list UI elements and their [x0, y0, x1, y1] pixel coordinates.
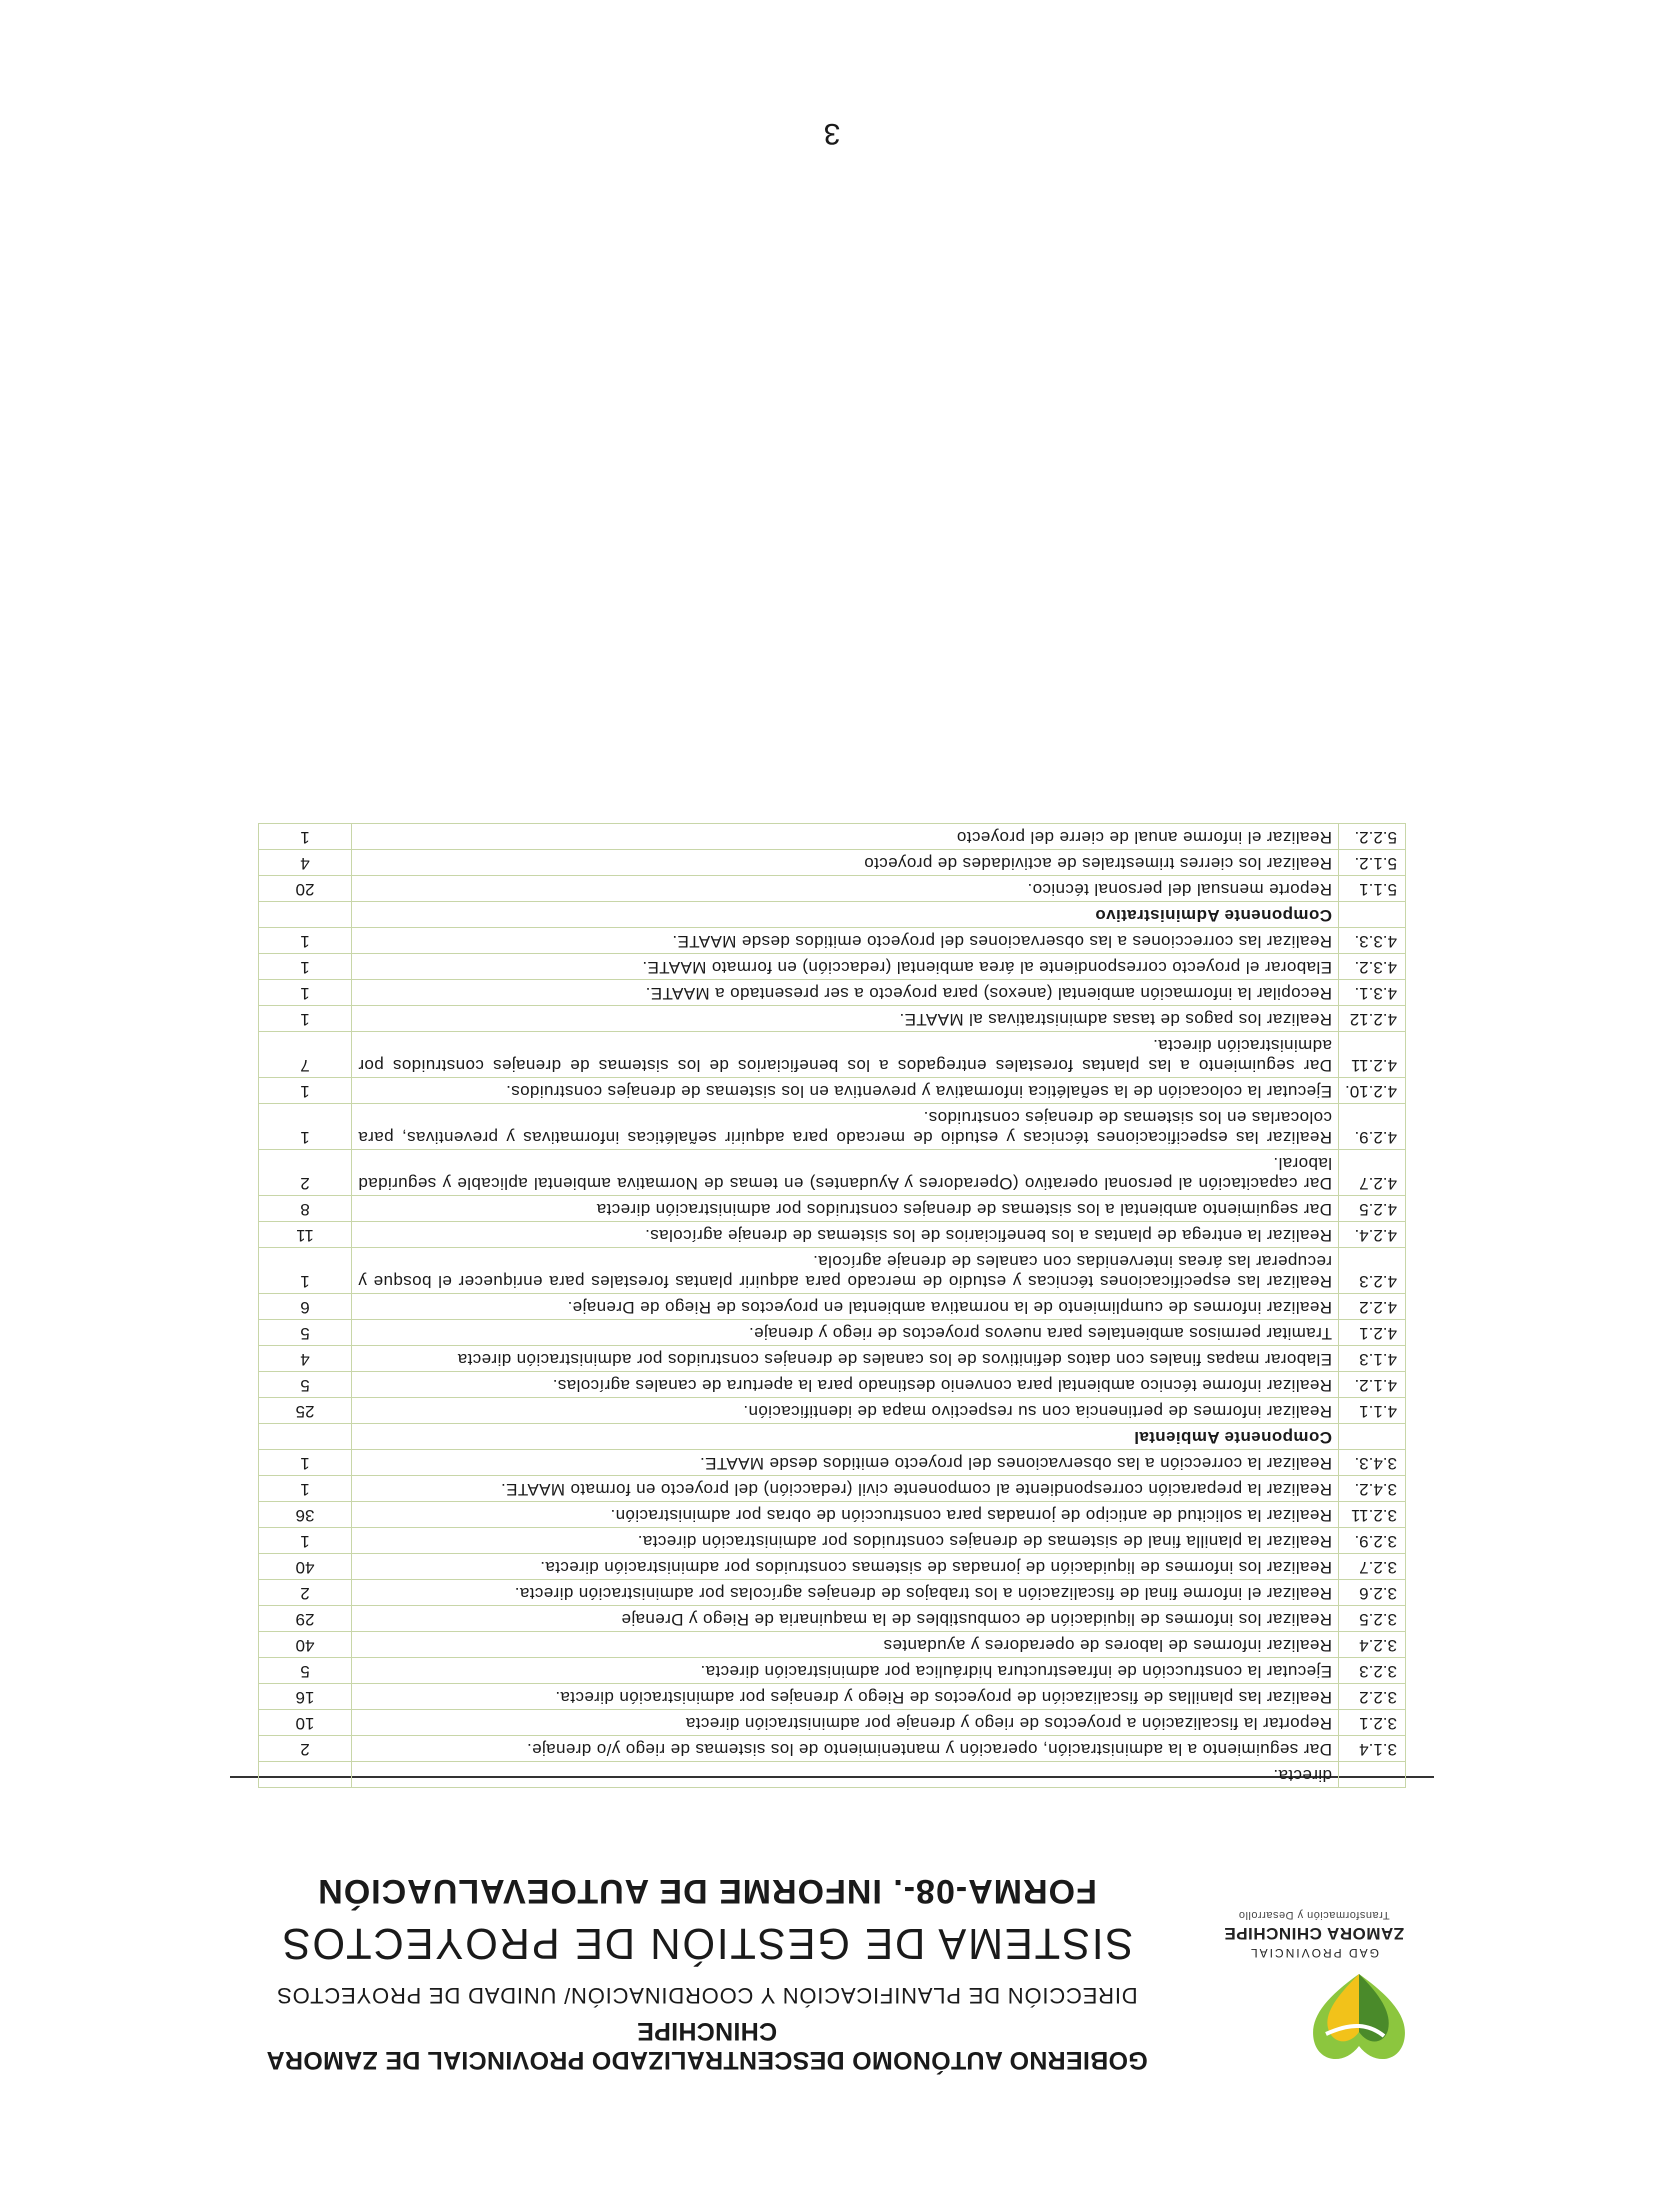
cell-desc: Realizar la preparación correspondiente al componente civil (redacción) del proyecto en formato MAATE.: [352, 1476, 1339, 1502]
table-row: [259, 1196, 1406, 1222]
cell-desc: Reporte mensual del personal técnico.: [352, 876, 1339, 902]
cell-qty: 10: [259, 1710, 352, 1736]
system-title: SISTEMA DE GESTIÓN DE PROYECTOS: [280, 1919, 1134, 1968]
table-row: [259, 928, 1406, 954]
cell-desc: Realizar informes de cumplimiento de la normativa ambiental en proyectos de Riego de Drenaje.: [352, 1294, 1339, 1320]
cell-code: 3.2.6: [1339, 1580, 1406, 1606]
cell-code: 4.3.2.: [1339, 954, 1406, 980]
cell-desc: Ejecutar la colocación de la señalética informativa y preventiva en los sistemas de drenajes construidos.: [352, 1078, 1339, 1104]
section-row: [259, 902, 1406, 928]
cell-code: 4.2.3: [1339, 1248, 1406, 1294]
table-row: [259, 1632, 1406, 1658]
cell-desc: Dar seguimiento a la administración, operación y mantenimiento de los sistemas de riego y/o drenaje.: [352, 1736, 1339, 1762]
cell-qty: 5: [259, 1320, 352, 1346]
cell-code: 4.1.3: [1339, 1346, 1406, 1372]
cell-code: 4.3.1.: [1339, 980, 1406, 1006]
cell-qty: 4: [259, 1346, 352, 1372]
cell-desc: Dar capacitación al personal operativo (Operadores y Ayudantes) en temas de Normativa ambiental aplicable y seguridad laboral.: [352, 1150, 1339, 1196]
cell-code: 4.1.1: [1339, 1398, 1406, 1424]
table-row: [259, 1032, 1406, 1078]
table-row: [259, 1736, 1406, 1762]
cell-code: 3.2.7: [1339, 1554, 1406, 1580]
cell-desc: Realizar el informe anual de cierre del proyecto: [352, 824, 1339, 850]
cell-code: 4.2.12: [1339, 1006, 1406, 1032]
cell-code: 3.2.5: [1339, 1606, 1406, 1632]
cell-qty: 7: [259, 1032, 352, 1078]
cell-qty: 4: [259, 850, 352, 876]
table-row: [259, 1006, 1406, 1032]
table-row: [259, 1372, 1406, 1398]
cell-desc: Realizar el informe final de fiscalización a los trabajos de drenajes agrícolas por administración directa.: [352, 1580, 1339, 1606]
cell-code: 4.2.11: [1339, 1032, 1406, 1078]
cell-desc: Dar seguimiento ambiental a los sistemas de drenajes construidos por administración directa: [352, 1196, 1339, 1222]
activities-table: [258, 823, 1406, 1788]
cell-code: 5.1.2.: [1339, 850, 1406, 876]
table-row: [259, 1078, 1406, 1104]
document-header: [230, 1780, 1434, 2080]
cell-qty: 2: [259, 1580, 352, 1606]
gad-logo: [1194, 1820, 1434, 2080]
cell-code: 4.2.4.: [1339, 1222, 1406, 1248]
cell-desc: directa.: [352, 1762, 1339, 1788]
cell-code: 3.1.4: [1339, 1736, 1406, 1762]
cell-code: 3.2.9.: [1339, 1528, 1406, 1554]
table-row: [259, 1346, 1406, 1372]
logo-line2: ZAMORA CHINCHIPE: [1223, 1924, 1405, 1943]
table-row: [259, 1450, 1406, 1476]
cell-qty: [259, 902, 352, 928]
cell-desc: Realizar la planilla final de sistemas de drenajes construidos por administración directa.: [352, 1528, 1339, 1554]
cell-desc: Realizar informe técnico ambiental para convenio destinado para la apertura de canales agrícolas.: [352, 1372, 1339, 1398]
table-row: [259, 1658, 1406, 1684]
cell-desc: Realizar la corrección a las observaciones del proyecto emitidos desde MAATE.: [352, 1450, 1339, 1476]
cell-qty: 1: [259, 1006, 352, 1032]
logo-line1: GAD PROVINCIAL: [1248, 1946, 1380, 1960]
cell-qty: 1: [259, 1248, 352, 1294]
cell-desc: Tramitar permisos ambientales para nuevos proyectos de riego y drenaje.: [352, 1320, 1339, 1346]
cell-code: 3.2.4: [1339, 1632, 1406, 1658]
section-row: [259, 1424, 1406, 1450]
table-row: [259, 1248, 1406, 1294]
cell-qty: 11: [259, 1222, 352, 1248]
cell-desc: Realizar las correcciones a las observaciones del proyecto emitidos desde MAATE.: [352, 928, 1339, 954]
table-row: [259, 1528, 1406, 1554]
cell-qty: 6: [259, 1294, 352, 1320]
cell-qty: 1: [259, 980, 352, 1006]
cell-desc: Dar seguimiento a las plantas forestales entregados a los beneficiarios de los sistemas de drenajes construidos por administración directa.: [352, 1032, 1339, 1078]
cell-qty: 16: [259, 1684, 352, 1710]
cell-desc: Elaborar el proyecto correspondiente al área ambiental (redacción) en formato MAATE.: [352, 954, 1339, 980]
cell-qty: 1: [259, 1476, 352, 1502]
cell-desc: Reportar la fiscalización a proyectos de riego y drenaje por administración directa: [352, 1710, 1339, 1736]
department-title: DIRECCIÓN DE PLANIFICACIÓN Y COORDINACIÓN/ UNIDAD DE PROYECTOS: [276, 1983, 1138, 2008]
table-row: [259, 1710, 1406, 1736]
cell-desc: Realizar los informes de liquidación de jornadas de sistemas construidos por administración directa.: [352, 1554, 1339, 1580]
cell-qty: 20: [259, 876, 352, 902]
organization-title: GOBIERNO AUTÓNOMO DESCENTRALIZADO PROVINCIAL DE ZAMORA CHINCHIPE: [266, 2017, 1148, 2074]
cell-desc: Realizar informes de pertinencia con su respectivo mapa de identificación.: [352, 1398, 1339, 1424]
heart-leaf-logo-icon: [1304, 1964, 1414, 2074]
cell-qty: 5: [259, 1658, 352, 1684]
cell-qty: 25: [259, 1398, 352, 1424]
cell-qty: 1: [259, 1104, 352, 1150]
cell-qty: 36: [259, 1502, 352, 1528]
table-row: [259, 1762, 1406, 1788]
cell-qty: 40: [259, 1554, 352, 1580]
cell-qty: 2: [259, 1150, 352, 1196]
cell-qty: 29: [259, 1606, 352, 1632]
cell-desc: Realizar informes de labores de operadores y ayudantes: [352, 1632, 1339, 1658]
cell-qty: 2: [259, 1736, 352, 1762]
cell-desc: Realizar las especificaciones técnicas y estudio de mercado para adquirir plantas forestales para enriquecer el bosque y recuperar las áreas intervenidas con canales de drenaje agrícola.: [352, 1248, 1339, 1294]
cell-code: 3.2.3: [1339, 1658, 1406, 1684]
cell-desc: Ejecutar la construcción de infraestructura hidráulica por administración directa.: [352, 1658, 1339, 1684]
cell-qty: 1: [259, 1078, 352, 1104]
cell-desc: Realizar los cierres trimestrales de actividades de proyecto: [352, 850, 1339, 876]
table-row: [259, 1476, 1406, 1502]
cell-qty: 8: [259, 1196, 352, 1222]
table-row: [259, 824, 1406, 850]
cell-qty: 1: [259, 954, 352, 980]
cell-code: [1339, 1424, 1406, 1450]
cell-desc: Componente Ambiental: [352, 1424, 1339, 1450]
cell-desc: Realizar la solicitud de anticipo de jornadas para construcción de obras por administración.: [352, 1502, 1339, 1528]
table-row: [259, 1502, 1406, 1528]
cell-desc: Realizar los pagos de tasas administrativas al MAATE.: [352, 1006, 1339, 1032]
cell-desc: Recopilar la información ambiental (anexos) para proyecto a ser presentado a MAATE.: [352, 980, 1339, 1006]
cell-qty: [259, 1762, 352, 1788]
logo-line3: Transformación y Desarrollo: [1238, 1909, 1390, 1921]
cell-code: 4.3.3.: [1339, 928, 1406, 954]
cell-code: [1339, 1762, 1406, 1788]
table-row: [259, 1104, 1406, 1150]
cell-code: 3.4.2.: [1339, 1476, 1406, 1502]
cell-qty: 5: [259, 1372, 352, 1398]
cell-qty: 1: [259, 1450, 352, 1476]
cell-code: 3.2.2: [1339, 1684, 1406, 1710]
table-row: [259, 1294, 1406, 1320]
cell-code: 4.2.10.: [1339, 1078, 1406, 1104]
form-title: FORMA-08-. INFORME DE AUTOEVALUACIÓN: [317, 1872, 1097, 1910]
table-row: [259, 1554, 1406, 1580]
cell-qty: [259, 1424, 352, 1450]
cell-code: 3.4.3.: [1339, 1450, 1406, 1476]
table-row: [259, 1606, 1406, 1632]
cell-qty: 1: [259, 1528, 352, 1554]
cell-code: 3.2.11: [1339, 1502, 1406, 1528]
cell-code: 4.2.5: [1339, 1196, 1406, 1222]
cell-code: 5.1.1: [1339, 876, 1406, 902]
table-row: [259, 1150, 1406, 1196]
table-row: [259, 1398, 1406, 1424]
cell-desc: Elaborar mapas finales con datos definitivos de los canales de drenajes construidos por administración directa: [352, 1346, 1339, 1372]
table-row: [259, 1222, 1406, 1248]
cell-desc: Componente Administrativo: [352, 902, 1339, 928]
cell-code: 3.2.1: [1339, 1710, 1406, 1736]
cell-qty: 40: [259, 1632, 352, 1658]
table-row: [259, 980, 1406, 1006]
page-number: 3: [823, 117, 841, 150]
cell-qty: 1: [259, 824, 352, 850]
cell-code: 4.2.2: [1339, 1294, 1406, 1320]
table-row: [259, 876, 1406, 902]
table-row: [259, 954, 1406, 980]
table-row: [259, 1684, 1406, 1710]
cell-code: 4.2.1: [1339, 1320, 1406, 1346]
cell-desc: Realizar las planillas de fiscalización de proyectos de Riego y drenajes por administración directa.: [352, 1684, 1339, 1710]
table-row: [259, 850, 1406, 876]
cell-code: 4.2.7: [1339, 1150, 1406, 1196]
cell-code: 4.1.2.: [1339, 1372, 1406, 1398]
cell-code: [1339, 902, 1406, 928]
cell-code: 4.2.9.: [1339, 1104, 1406, 1150]
cell-qty: 1: [259, 928, 352, 954]
table-row: [259, 1580, 1406, 1606]
table-row: [259, 1320, 1406, 1346]
cell-code: 5.2.2.: [1339, 824, 1406, 850]
cell-desc: Realizar los informes de liquidación de combustibles de la maquinaria de Riego y Drenaje: [352, 1606, 1339, 1632]
cell-desc: Realizar las especificaciones técnicas y estudio de mercado para adquirir señaléticas informativas y preventivas, para colocarlas en los sistemas de drenajes construidos.: [352, 1104, 1339, 1150]
cell-desc: Realizar la entrega de plantas a los beneficiarios de los sistemas de drenaje agrícolas.: [352, 1222, 1339, 1248]
